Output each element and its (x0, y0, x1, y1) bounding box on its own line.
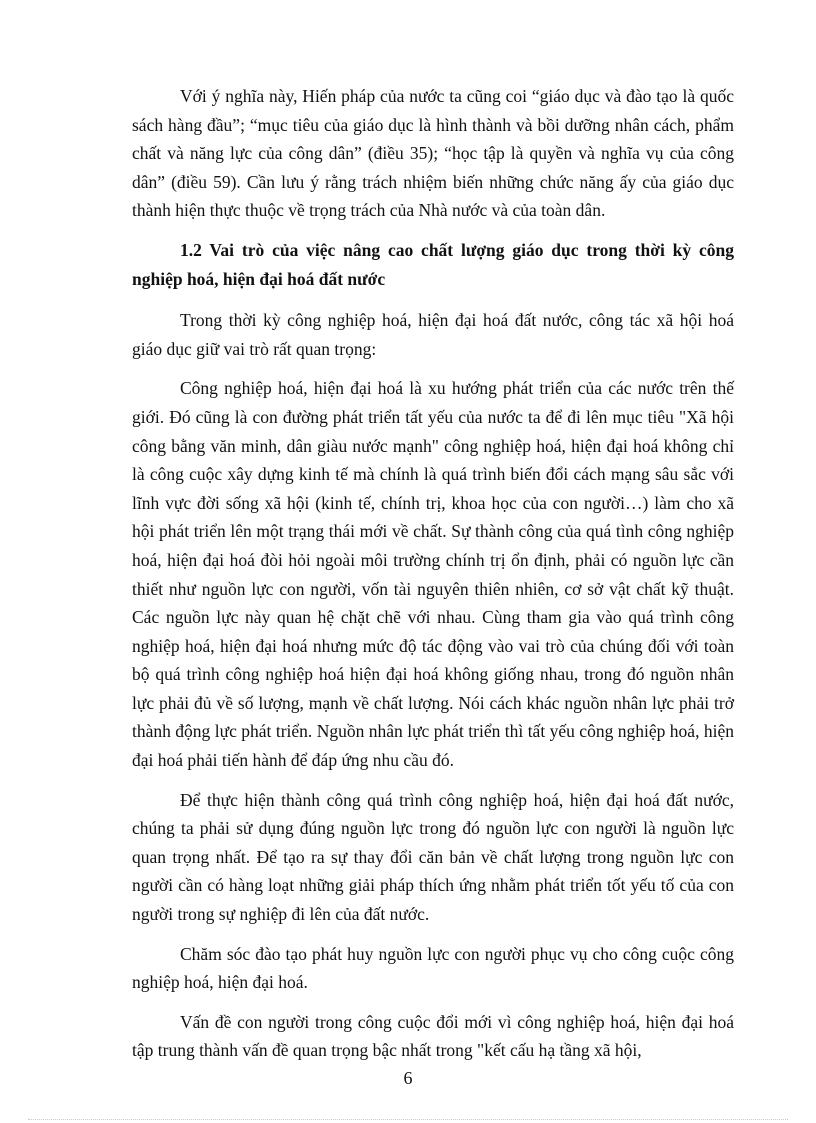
page-body (132, 82, 734, 1076)
paragraph-human-issue: Vấn đề con người trong công cuộc đổi mới vì công nghiệp hoá, hiện đại hoá tập trung thành vấn đề quan trọng bậc nhất trong "kết cấu hạ tầng xã hội, (132, 1011, 734, 1061)
paragraph-human-resources: Để thực hiện thành công quá trình công nghiệp hoá, hiện đại hoá đất nước, chúng ta phải sử dụng đúng nguồn lực trong đó nguồn lực con người là nguồn lực quan trọng nhất. Để tạo ra sự thay đổi căn bản về chất lượng trong nguồn lực con người cần có hàng loạt những giải pháp thích ứng nhằm phát triển tốt yếu tố của con người trong sự nghiệp đi lên của đất nước. (132, 789, 734, 925)
page-number: 6 (403, 1068, 413, 1088)
paragraph-care-training: Chăm sóc đào tạo phát huy nguồn lực con người phục vụ cho công cuộc công nghiệp hoá, hiện đại hoá. (132, 943, 734, 993)
page-bottom-divider (28, 1119, 788, 1120)
paragraph-constitution: Với ý nghĩa này, Hiến pháp của nước ta cũng coi “giáo dục và đào tạo là quốc sách hàng đầu”; “mục tiêu của giáo dục là hình thành và bồi dưỡng nhân cách, phẩm chất và năng lực của công dân” (điều 35); “học tập là quyền và nghĩa vụ của công dân” (điều 59). Cần lưu ý rằng trách nhiệm biến những chức năng ấy của giáo dục thành hiện thực thuộc về trọng trách của Nhà nước và của toàn dân. (132, 86, 734, 221)
section-heading: 1.2 Vai trò của việc nâng cao chất lượng giáo dục trong thời kỳ công nghiệp hoá, hiện đại hoá đất nước (132, 239, 734, 289)
paragraph-industrialization: Công nghiệp hoá, hiện đại hoá là xu hướng phát triển của các nước trên thế giới. Đó cũng là con đường phát triển tất yếu của nước ta để đi lên mục tiêu "Xã hội công bằng văn minh, dân giàu nước mạnh" công nghiệp hoá, hiện đại hoá không chỉ là công cuộc xây dựng kinh tế mà chính là quá trình biến đổi cách mạng sâu sắc với lĩnh vực đời sống xã hội (kinh tế, chính trị, khoa học của con người…) làm cho xã hội phát triển lên một trạng thái mới về chất. Sự thành công của quá tình công nghiệp hoá, hiện đại hoá đòi hỏi ngoài môi trường chính trị ổn định, phải có nguồn lực cần thiết như nguồn lực con người, vốn tài nguyên thiên nhiên, cơ sở vật chất kỹ thuật. Các nguồn lực này quan hệ chặt chẽ với nhau. Cùng tham gia vào quá trình công nghiệp hoá, hiện đại hoá nhưng mức độ tác động vào vai trò của chúng đối với toàn bộ quá trình công nghiệp hoá hiện đại hoá không giống nhau, trong đó nguồn nhân lực phải đủ về số lượng, mạnh về chất lượng. Nói cách khác nguồn nhân lực phải trở thành động lực phát triển. Nguồn nhân lực phát triển thì tất yếu công nghiệp hoá, hiện đại hoá phải tiến hành để đáp ứng nhu cầu đó. (132, 378, 734, 771)
paragraph-intro: Trong thời kỳ công nghiệp hoá, hiện đại hoá đất nước, công tác xã hội hoá giáo dục giữ vai trò rất quan trọng: (132, 310, 734, 359)
